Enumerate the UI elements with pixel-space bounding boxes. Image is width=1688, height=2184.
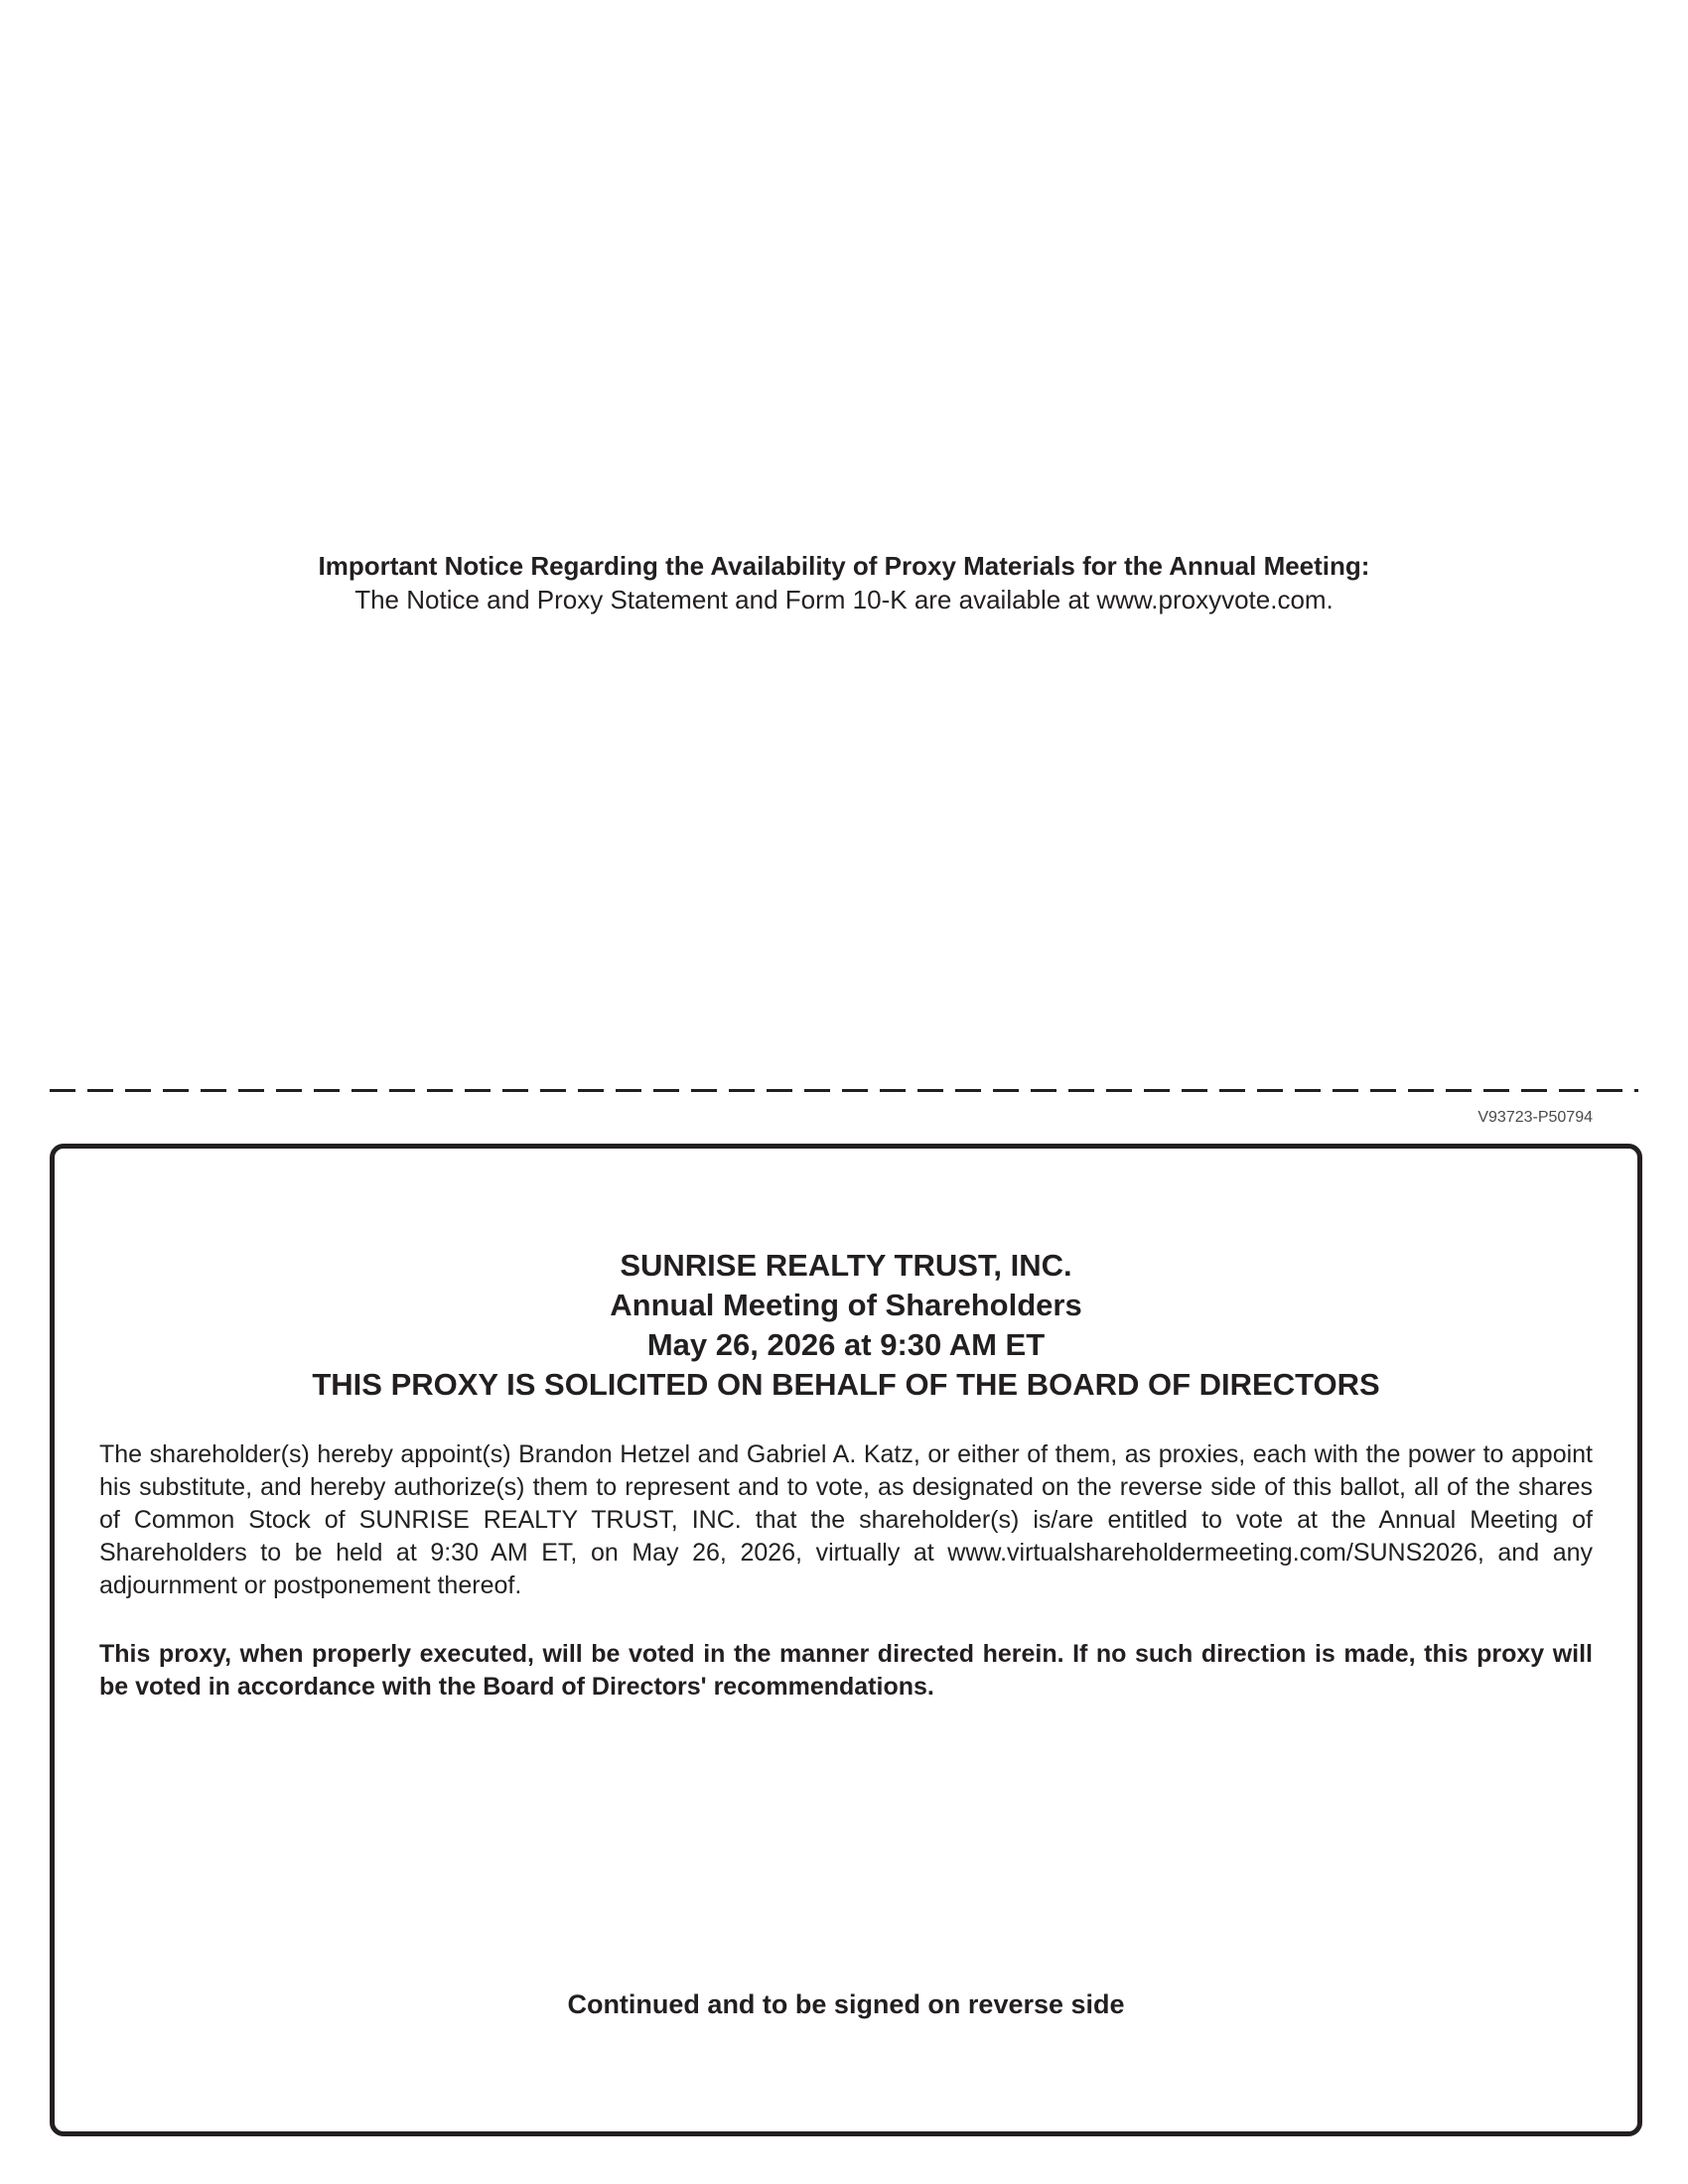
notice-text: The Notice and Proxy Statement and Form 10-K are available at www.proxyvote.com. [354, 585, 1334, 614]
appointment-paragraph: The shareholder(s) hereby appoint(s) Brandon Hetzel and Gabriel A. Katz, or either of them, as proxies, each with the power to appoint his substitute, and hereby authorize(s) them to represent and to vote, as designated on the reverse side of this ballot, all of the shares of Common Stock of SUNRISE REALTY TRUST, INC. that the shareholder(s) is/are entitled to vote at the Annual Meeting of Shareholders to be held at 9:30 AM ET, on May 26, 2026, virtually at www.virtualshareholdermeeting.com/SUNS2026, and any adjournment or postponement thereof. [99, 1440, 1593, 1599]
meeting-date: May 26, 2026 at 9:30 AM ET [646, 1327, 1046, 1362]
detach-dashed-line [50, 1089, 1638, 1092]
voting-direction-paragraph: This proxy, when properly executed, will be voted in the manner directed herein. If no such direction is made, this proxy will be voted in accordance with the Board of Directors' recommendations. [99, 1640, 1593, 1701]
continued-note: Continued and to be signed on reverse side [567, 1989, 1125, 2019]
proxy-card-header [55, 1246, 1637, 1405]
meeting-title: Annual Meeting of Shareholders [610, 1288, 1082, 1322]
company-name: SUNRISE REALTY TRUST, INC. [620, 1248, 1072, 1283]
proxy-card [50, 1144, 1642, 2136]
notice-heading: Important Notice Regarding the Availability of Proxy Materials for the Annual Meeting: [318, 551, 1370, 581]
solicitation-statement: THIS PROXY IS SOLICITED ON BEHALF OF THE BOARD OF DIRECTORS [312, 1367, 1380, 1402]
form-id: V93723-P50794 [1477, 1109, 1593, 1126]
proxy-materials-notice [0, 549, 1688, 616]
